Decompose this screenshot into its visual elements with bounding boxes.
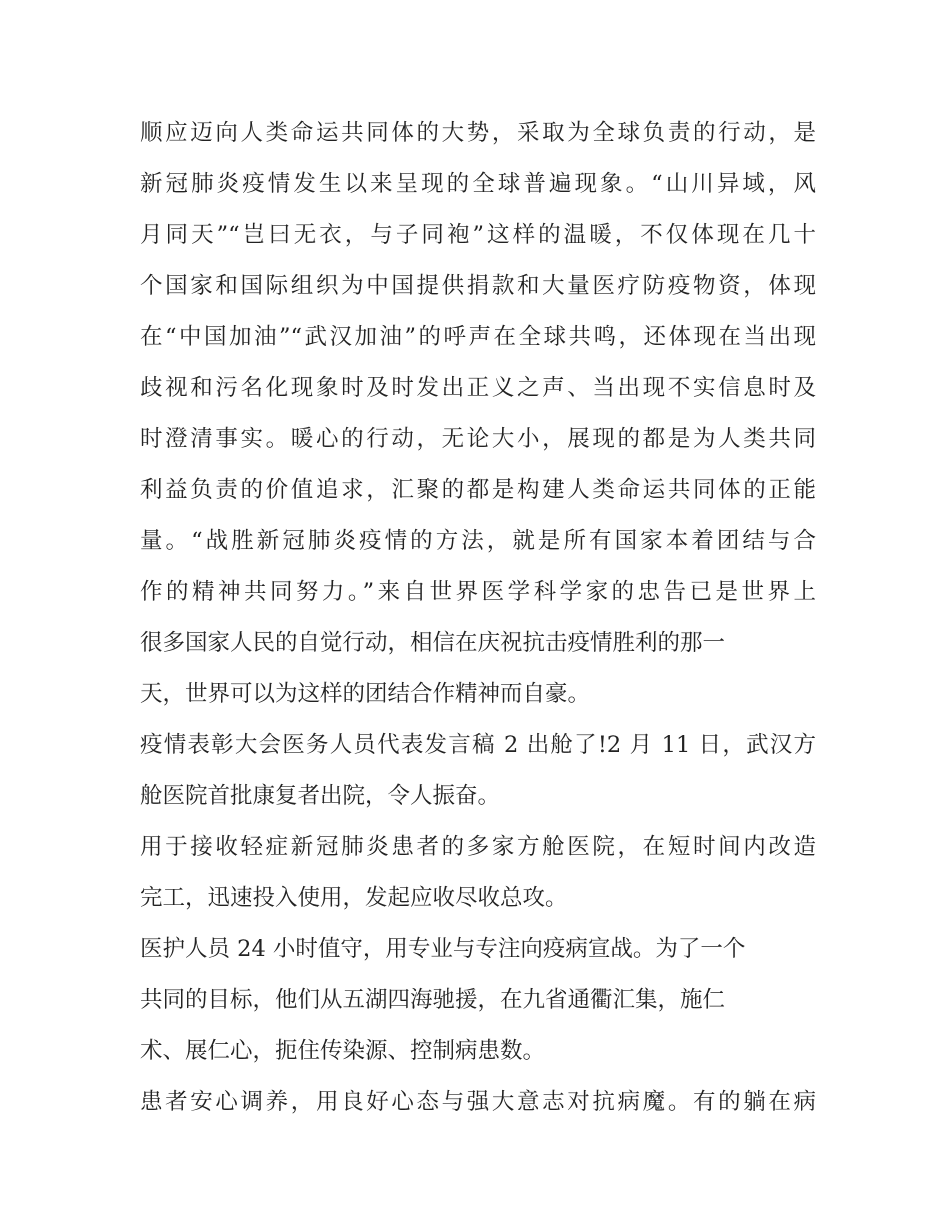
text-line: 歧视和污名化现象时及时发出正义之声、当出现不实信息时及 — [140, 375, 816, 401]
text-line: 医护人员 24 小时值守，用专业与专注向疫病宣战。为了一个 — [140, 936, 746, 962]
text-line: 共同的目标，他们从五湖四海驰援，在九省通衢汇集，施仁 — [140, 987, 726, 1013]
text-line: 顺应迈向人类命运共同体的大势，采取为全球负责的行动，是 — [140, 120, 816, 146]
text-line: 个国家和国际组织为中国提供捐款和大量医疗防疫物资，体现 — [140, 273, 816, 299]
text-line: 利益负责的价值追求，汇聚的都是构建人类命运共同体的正能 — [140, 477, 816, 503]
text-line: 术、展仁心，扼住传染源、控制病患数。 — [140, 1038, 546, 1064]
text-line: 完工，迅速投入使用，发起应收尽收总攻。 — [140, 885, 568, 911]
text-line: 在“中国加油”“武汉加油”的呼声在全球共鸣，还体现在当出现 — [140, 324, 816, 350]
text-line: 患者安心调养，用良好心态与强大意志对抗病魔。有的躺在病 — [140, 1089, 816, 1115]
text-line: 天，世界可以为这样的团结合作精神而自豪。 — [140, 681, 591, 707]
text-line: 作的精神共同努力。”来自世界医学科学家的忠告已是世界上 — [140, 579, 816, 605]
text-line: 用于接收轻症新冠肺炎患者的多家方舱医院，在短时间内改造 — [140, 834, 816, 860]
text-line: 新冠肺炎疫情发生以来呈现的全球普遍现象。“山川异域，风 — [140, 171, 816, 197]
text-line: 舱医院首批康复者出院，令人振奋。 — [140, 783, 501, 809]
text-line: 很多国家人民的自觉行动，相信在庆祝抗击疫情胜利的那一 — [140, 630, 726, 656]
text-line: 疫情表彰大会医务人员代表发言稿 2 出舱了!2 月 11 日，武汉方 — [140, 732, 816, 758]
text-line: 时澄清事实。暖心的行动，无论大小，展现的都是为人类共同 — [140, 426, 816, 452]
text-line: 月同天”“岂曰无衣，与子同袍”这样的温暖，不仅体现在几十 — [140, 222, 816, 248]
document-body — [140, 108, 816, 1128]
text-line: 量。“战胜新冠肺炎疫情的方法，就是所有国家本着团结与合 — [140, 528, 816, 554]
